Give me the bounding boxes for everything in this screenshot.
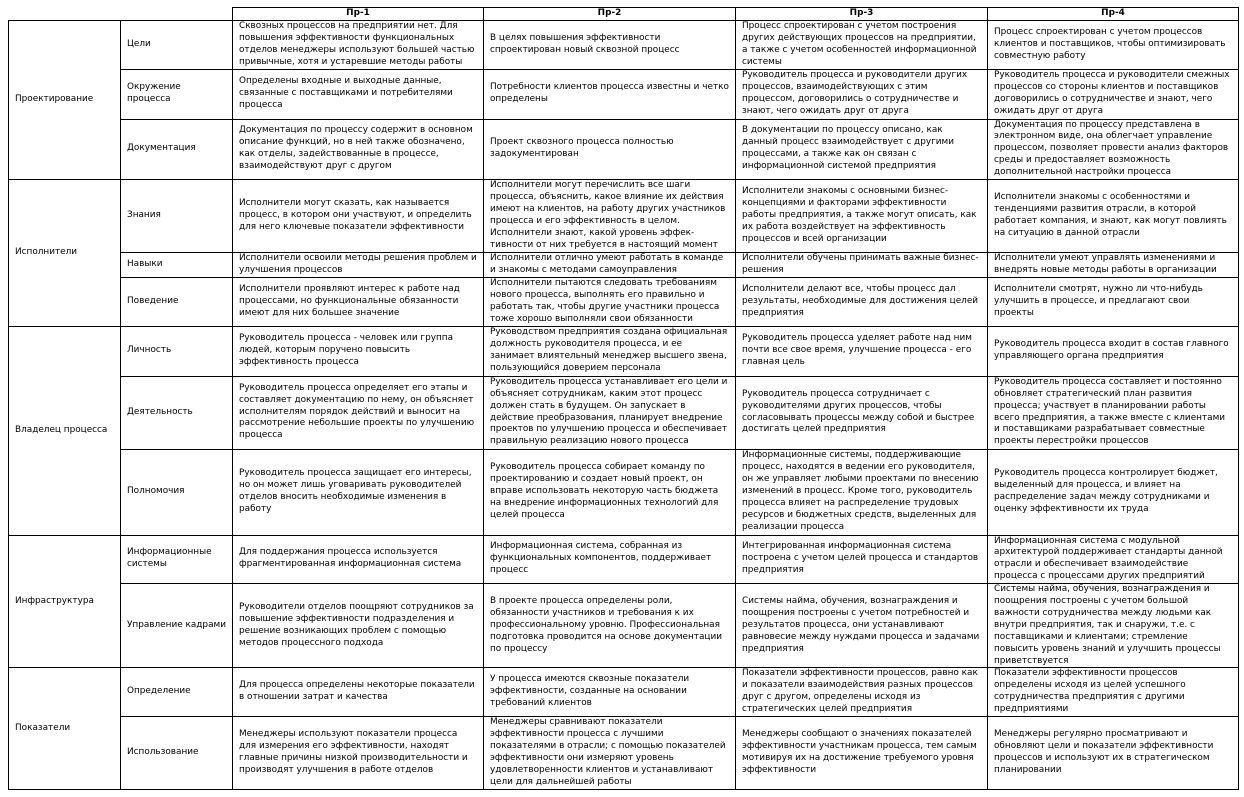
row-label: Управление кадрами	[121, 584, 233, 668]
table-row	[9, 668, 1239, 717]
table-cell: Системы найма, обучения, вознаграждения и поощрения построены с учетом потребностей и результатов процесса, они устанавливают равновесие между нуждами процесса и задачами предприятия	[736, 584, 988, 668]
table-cell: Руководители отделов поощряют сотрудников за повышение эффективности подразделения и решение возникающих проблем с помощью методов процессного подхода	[233, 584, 484, 668]
table-cell: В документации по процессу описано, как данный процесс взаимодействует с другими процессами, а также как он связан с информационной системой предприятия	[736, 119, 988, 180]
table-cell: Исполнители могут сказать, как называется процесс, в котором они участвуют, и определить для него ключевые показатели эффективности	[233, 180, 484, 253]
table-cell: Исполнители смотрят, нужно ли что-нибудь улучшить в процессе, и предлагают свои проекты	[988, 277, 1239, 326]
section-title: Проектирование	[9, 20, 121, 179]
table-row	[9, 584, 1239, 668]
row-label: Определение	[121, 668, 233, 717]
table-cell: Интегрированная информационная система построена с учетом целей процесса и стандартов предприятия	[736, 535, 988, 584]
table-row	[9, 277, 1239, 326]
table-cell: Руководитель процесса входит в состав главного управляющего органа предприятия	[988, 326, 1239, 376]
table-cell: В целях повышения эффективности спроектирован новый сквозной процесс	[484, 20, 736, 69]
table-row	[9, 717, 1239, 789]
table-cell: Руководитель процесса контролирует бюджет, выделенный для процесса, и влияет на распределение задач между сотрудниками и оценку эффективности их труда	[988, 449, 1239, 535]
table-cell: Определены входные и выходные данные, связанные с поставщиками и потребителями процесса	[233, 69, 484, 119]
table-cell: Исполнители отлично умеют работать в команде и знакомы с методами самоуправления	[484, 253, 736, 278]
table-cell: Руководитель процесса определяет его этапы и составляет документацию по нему, он объясняет исполнителям порядок действий и выносит на рассмотрение небольшие проекты по улучшению процесса	[233, 376, 484, 449]
row-label: Знания	[121, 180, 233, 253]
table-cell: Процесс спроектирован с учетом построения других действующих процессов на предприятии, а также с учетом особенностей информационной системы	[736, 20, 988, 69]
table-row	[9, 449, 1239, 535]
table-cell: Руководитель процесса составляет и постоянно обновляет стратегический план развития процесса; участвует в планировании работы всего предприятия, а также вместе с клиентами и поставщиками разрабатывает совместные проекты перестройки процессов	[988, 376, 1239, 449]
section-title: Инфраструктура	[9, 535, 121, 668]
table-cell: Документация по процессу содержит в основном описание функций, но в ней также обозначено, как отделы, задействованные в процессе, взаимодействуют друг с другом	[233, 119, 484, 180]
table-cell: Руководитель процесса и руководители смежных процессов со стороны клиентов и поставщиков договорились о сотрудничестве и знают, чего ожидать друг от друга	[988, 69, 1239, 119]
table-cell: Исполнители знакомы с основными бизнес-концепциями и факторами эффективности работы предприятия, а также могут описать, как их работа воздействует на эффективность процессов и всей организации	[736, 180, 988, 253]
table-cell: Менеджеры сообщают о значениях показателей эффективности участникам процесса, тем самым мотивируя их на достижение требуемого уровня эффективности	[736, 717, 988, 789]
table-row	[9, 326, 1239, 376]
table-cell: Сквозных процессов на предприятии нет. Для повышения эффективности функциональных отделов менеджеры используют большей частью привычные, хотя и устаревшие методы работы	[233, 20, 484, 69]
row-label: Документация	[121, 119, 233, 180]
table-row	[9, 535, 1239, 584]
row-label: Информационные системы	[121, 535, 233, 584]
table-cell: Потребности клиентов процесса известны и четко определены	[484, 69, 736, 119]
table-cell: Информационные системы, поддерживающие процесс, находятся в ведении его руководителя, он же управляет любыми проектами по внесению изменений в процесс. Кроме того, руководитель процесса влияет на распределение трудовых ресурсов и бюджетных средств, выделенных для реализации процесса	[736, 449, 988, 535]
table-cell: Менеджеры используют показатели процесса для измерения его эффективности, находят главные причины низкой производительности и производят улучшения в работе отделов	[233, 717, 484, 789]
table-cell: Показатели эффективности процессов определены исходя из целей успешного сотрудничества предприятия с другими предприятиями	[988, 668, 1239, 717]
row-label: Поведение	[121, 277, 233, 326]
table-row	[9, 69, 1239, 119]
maturity-table	[8, 7, 1239, 790]
column-header: Пр-2	[484, 8, 736, 21]
table-cell: Информационная система, собранная из функциональных компонентов, поддерживает процесс	[484, 535, 736, 584]
table-cell: Руководитель процесса - человек или группа людей, которым поручено повысить эффективность процесса	[233, 326, 484, 376]
row-label: Деятельность	[121, 376, 233, 449]
row-label: Навыки	[121, 253, 233, 278]
table-cell: У процесса имеются сквозные показатели эффективности, созданные на основании требований клиентов	[484, 668, 736, 717]
table-cell: Исполнители проявляют интерес к работе над процессами, но функциональные обязанности имеют для них большее значение	[233, 277, 484, 326]
row-label: Полномочия	[121, 449, 233, 535]
column-header: Пр-3	[736, 8, 988, 21]
table-cell: Исполнители освоили методы решения проблем и улучшения процессов	[233, 253, 484, 278]
table-cell: Исполнители пытаются следовать требованиям нового процесса, выполнять его правильно и работать так, чтобы другие участники процесса тоже хорошо выполняли свои обязанности	[484, 277, 736, 326]
table-cell: Информационная система с модульной архитектурой поддерживает стандарты данной отрасли и обеспечивает взаимодействие процесса с процессами других предприятий	[988, 535, 1239, 584]
table-cell: Показатели эффективности процессов, равно как и показатели взаимодействия разных процессов друг с другом, определены исходя из стратегических целей предприятия	[736, 668, 988, 717]
row-label: Личность	[121, 326, 233, 376]
table-cell: Для поддержания процесса используется фрагментированная информационная система	[233, 535, 484, 584]
table-cell: Исполнители обучены принимать важные бизнес-решения	[736, 253, 988, 278]
section-title: Показатели	[9, 668, 121, 789]
column-header: Пр-1	[233, 8, 484, 21]
table-cell: Руководитель процесса уделяет работе над ним почти все свое время, улучшение процесса - его главная цель	[736, 326, 988, 376]
row-label: Окружение процесса	[121, 69, 233, 119]
table-cell: Руководитель процесса и руководители других процессов, взаимодействующих с этим процессом, договорились о сотрудничестве и знают, чего ожидать друг от друга	[736, 69, 988, 119]
table-cell: Документация по процессу представлена в электронном виде, она облегчает управление процессом, позволяет провести анализ факторов среды и предоставляет возможность дополнительной настройки процесса	[988, 119, 1239, 180]
table-row	[9, 119, 1239, 180]
section-title: Владелец процесса	[9, 326, 121, 535]
table-cell: Исполнители могут перечислить все шаги процесса, объяснить, какое влияние их действия имеют на клиентов, на работу других участников процесса и его эффективность в целом. Исполнители знают, какой уровень эффек-тивности от них требуется в настоящий момент	[484, 180, 736, 253]
row-label: Цели	[121, 20, 233, 69]
table-cell: Исполнители знакомы с особенностями и тенденциями развития отрасли, в которой работает компания, и знают, как могут повлиять на ситуацию в данной отрасли	[988, 180, 1239, 253]
table-cell: Руководитель процесса сотрудничает с руководителями других процессов, чтобы согласовывать процессы между собой и быстрее достигать целей предприятия	[736, 376, 988, 449]
column-header: Пр-4	[988, 8, 1239, 21]
table-cell: Менеджеры регулярно просматривают и обновляют цели и показатели эффективности процессов и используют их в стратегическом планировании	[988, 717, 1239, 789]
header-row	[9, 8, 1239, 21]
table-cell: Руководством предприятия создана официальная должность руководителя процесса, и ее занимает влиятельный менеджер высшего звена, пользующийся доверием персонала	[484, 326, 736, 376]
row-label: Использование	[121, 717, 233, 789]
table-row	[9, 253, 1239, 278]
table-row	[9, 376, 1239, 449]
table-cell: Системы найма, обучения, вознаграждения и поощрения построены с учетом большой важности сотрудничества между людьми как внутри предприятия, так и снаружи, т.е. с поставщиками и клиентами; стремление повысить уровень знаний и улучшить процессы приветствуется	[988, 584, 1239, 668]
corner-cell	[9, 8, 121, 21]
table-body	[9, 20, 1239, 789]
table-cell: Исполнители умеют управлять изменениями и внедрять новые методы работы в организации	[988, 253, 1239, 278]
table-cell: Исполнители делают все, чтобы процесс дал результаты, необходимые для достижения целей предприятия	[736, 277, 988, 326]
table-cell: В проекте процесса определены роли, обязанности участников и требования к их профессиональному уровню. Профессиональная подготовка проводится на основе документации по процессу	[484, 584, 736, 668]
table-cell: Для процесса определены некоторые показатели в отношении затрат и качества	[233, 668, 484, 717]
table-row	[9, 20, 1239, 69]
table-cell: Менеджеры сравнивают показатели эффективности процесса с лучшими показателями в отрасли; с помощью показателей эффективности они измеряют уровень удовлетворенности клиентов и устанавливают цели для дальнейшей работы	[484, 717, 736, 789]
table-cell: Руководитель процесса защищает его интересы, но он может лишь уговаривать руководителей отделов вносить необходимые изменения в работу	[233, 449, 484, 535]
table-cell: Процесс спроектирован с учетом процессов клиентов и поставщиков, чтобы оптимизировать совместную работу	[988, 20, 1239, 69]
table-cell: Руководитель процесса собирает команду по проектированию и создает новый проект, он вправе использовать некоторую часть бюджета на внедрение информационных технологий для целей процесса	[484, 449, 736, 535]
section-title: Исполнители	[9, 180, 121, 326]
table-cell: Проект сквозного процесса полностью задокументирован	[484, 119, 736, 180]
corner-cell	[121, 8, 233, 21]
table-cell: Руководитель процесса устанавливает его цели и объясняет сотрудникам, каким этот процесс должен стать в будущем. Он запускает в действие преобразования, планирует внедрение проектов по улучшению процесса и обеспечивает правильную реализацию нового процесса	[484, 376, 736, 449]
table-row	[9, 180, 1239, 253]
